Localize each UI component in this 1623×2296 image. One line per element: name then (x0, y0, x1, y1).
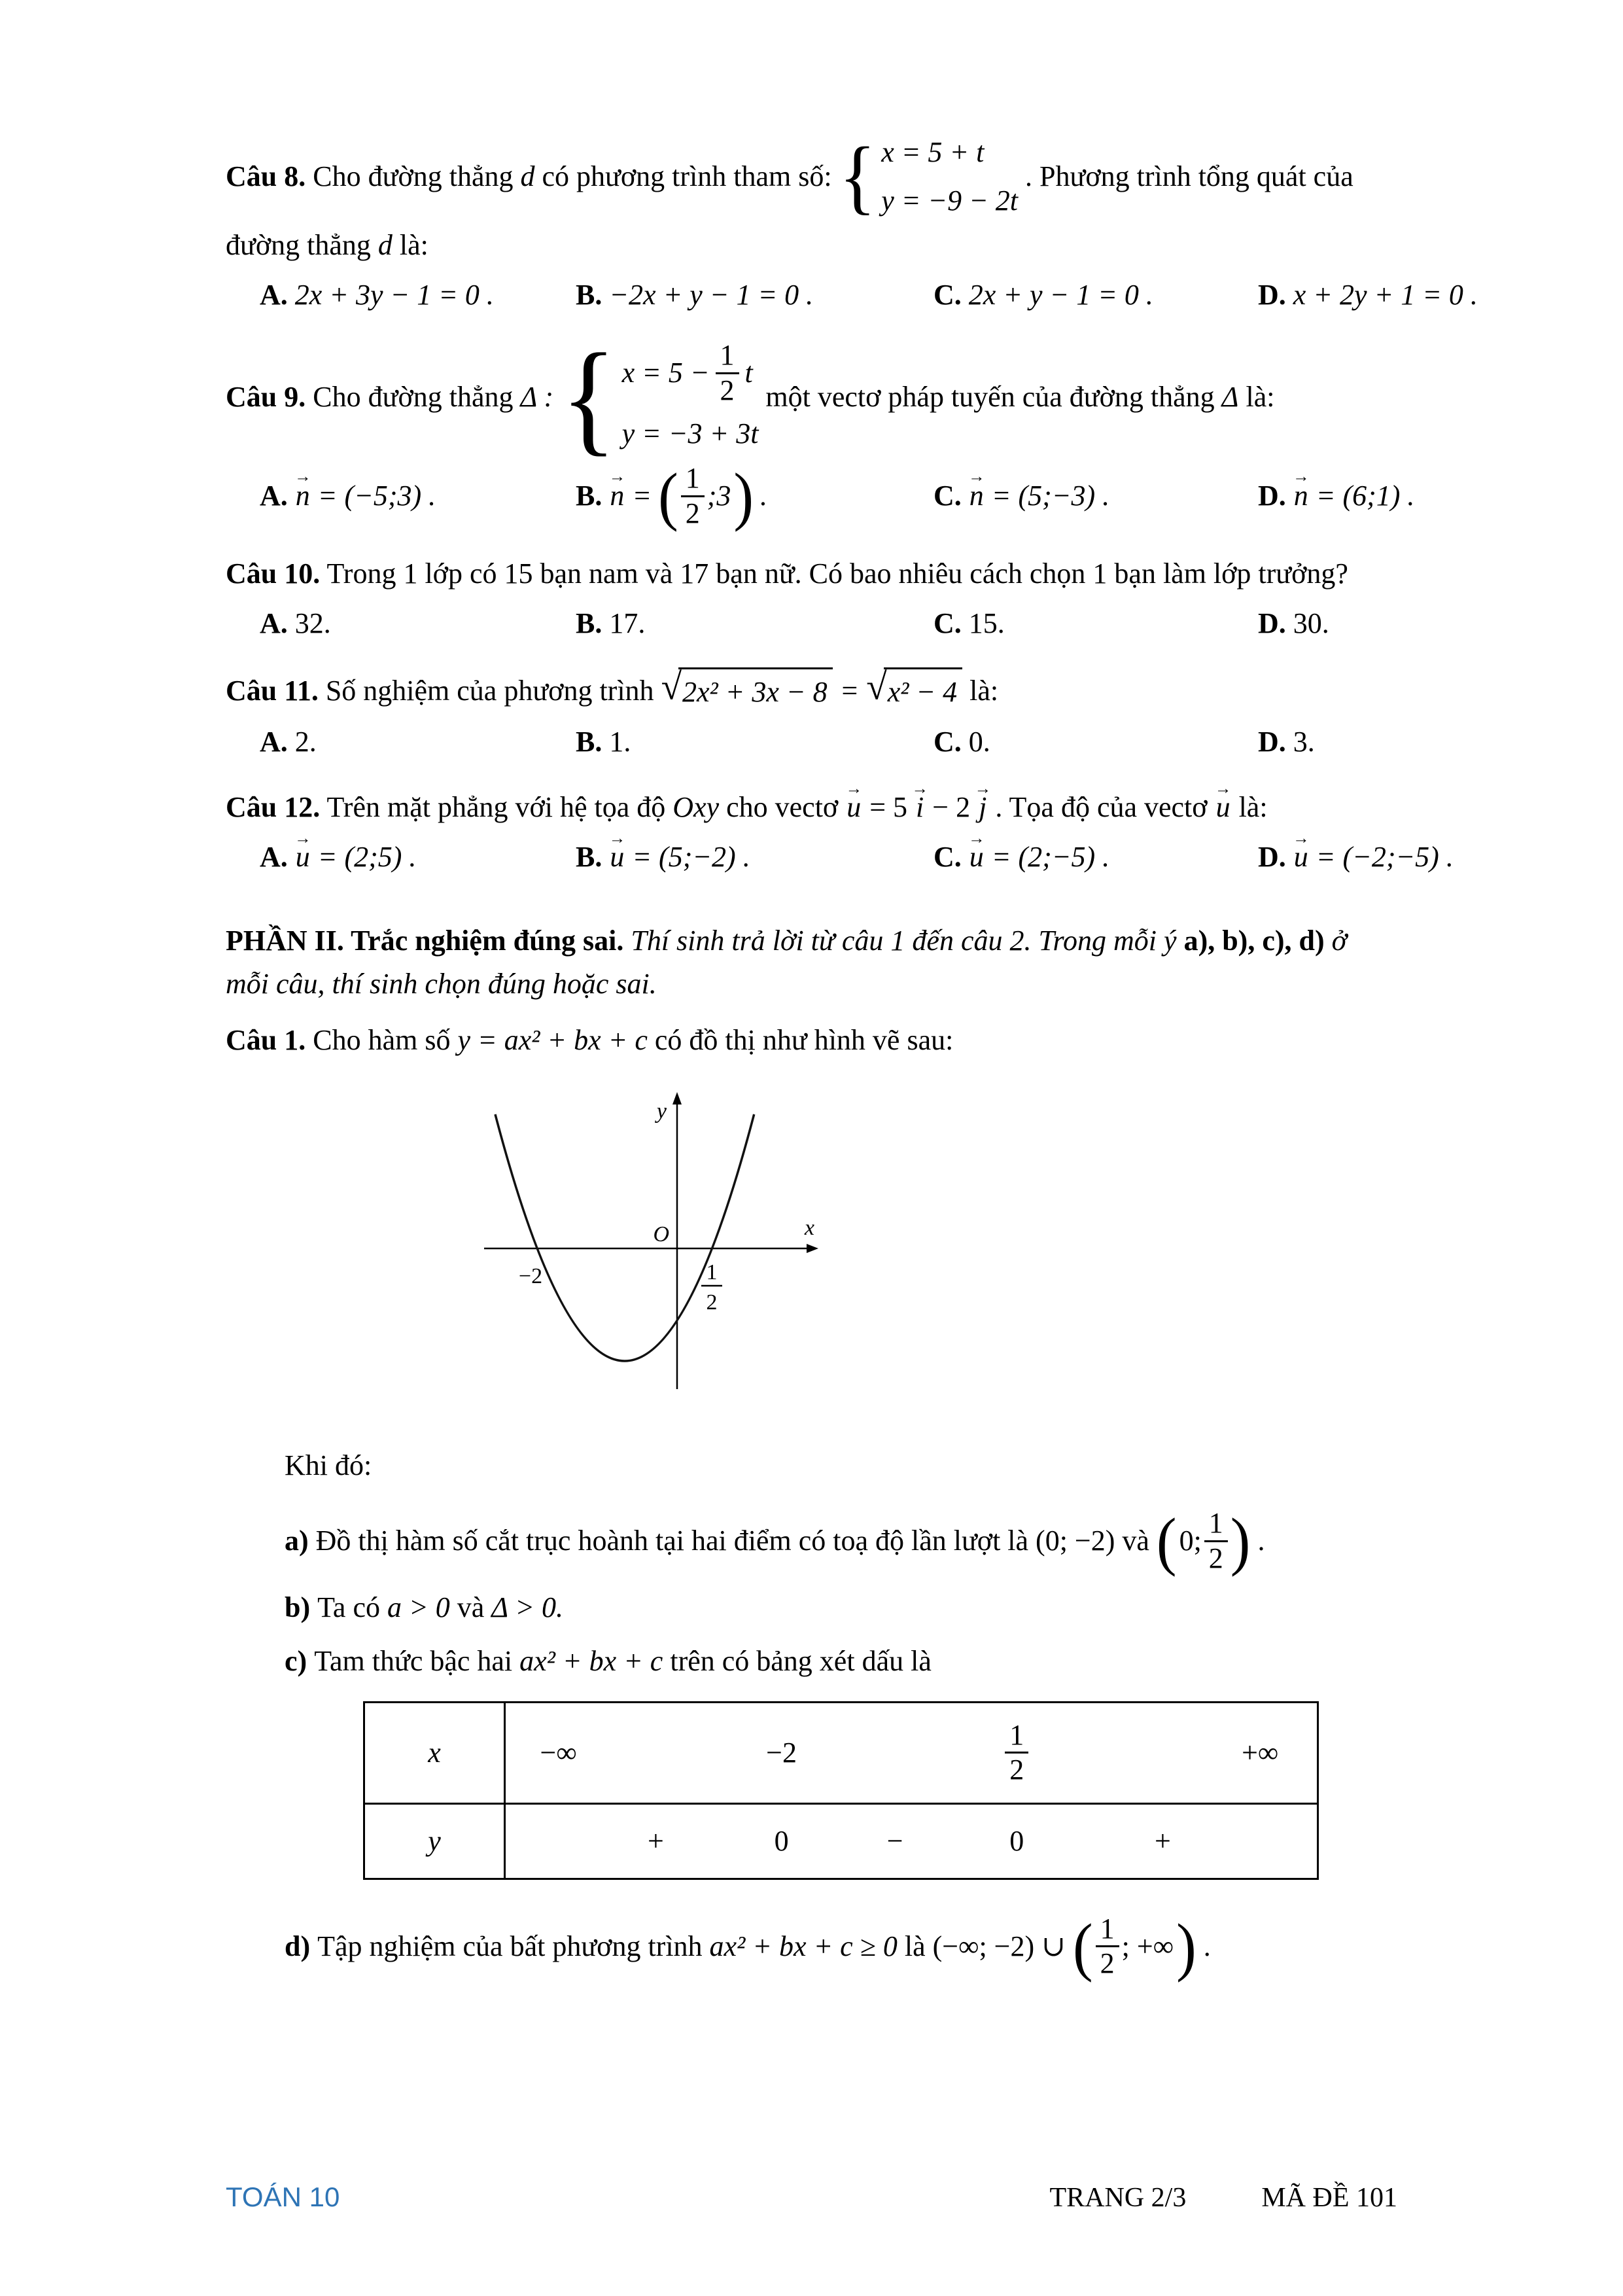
left-paren-icon: ( (1156, 1505, 1177, 1578)
system-equations (618, 339, 759, 455)
right-paren-icon: ) (1230, 1505, 1251, 1578)
stem-text: đường thẳng (226, 229, 371, 261)
option-letter: C. (934, 607, 962, 640)
option-letter: D. (1258, 726, 1286, 758)
vector-j (974, 778, 991, 829)
fraction (1005, 1718, 1028, 1786)
x-root-half (1005, 1718, 1028, 1786)
vector-n (294, 467, 311, 518)
fraction (716, 339, 739, 407)
vector-u (1214, 778, 1232, 829)
x-axis-label: x (804, 1216, 814, 1241)
fraction (681, 462, 705, 530)
vector-arrow-icon: → (968, 467, 985, 486)
option-letter: A. (260, 841, 288, 874)
statement-key: c) (285, 1644, 307, 1677)
stem-math: = 5 (869, 791, 908, 824)
vector-u (608, 828, 626, 879)
vector-arrow-icon: → (1293, 467, 1310, 486)
fraction-denominator: 2 (1009, 1754, 1024, 1786)
khi-do-text: Khi đó: (285, 1449, 372, 1482)
fraction-numerator: 1 (681, 462, 705, 497)
question-10-stem (226, 552, 1397, 595)
fraction-denominator: 2 (720, 374, 735, 406)
equation-system (561, 327, 759, 468)
parabola-curve (495, 1114, 754, 1361)
vector-name: n (295, 480, 310, 512)
statement-a (285, 1505, 1397, 1578)
vector-name: n (610, 480, 625, 512)
option-letter: B. (576, 480, 602, 512)
option-a (260, 602, 576, 645)
vector-arrow-icon: → (1214, 778, 1232, 798)
option-c (934, 720, 1258, 764)
question-9-options (260, 460, 1415, 533)
vector-arrow-icon: → (294, 467, 311, 486)
vector-name: n (969, 480, 984, 512)
option-letter: D. (1258, 841, 1286, 874)
option-d (1258, 602, 1397, 645)
option-letter: A. (260, 726, 288, 758)
option-a (260, 828, 576, 879)
option-value: 15. (968, 607, 1005, 640)
option-letter: C. (934, 726, 962, 758)
vector-arrow-icon: → (845, 778, 862, 798)
question-11-stem (226, 667, 1397, 714)
interval-rest: ; +∞ (1121, 1930, 1174, 1962)
vector-i (911, 778, 928, 829)
question-10 (226, 552, 1397, 645)
equals-sign: = (632, 480, 652, 512)
stem-text: Cho hàm số (313, 1024, 451, 1057)
fraction-denominator: 2 (1100, 1947, 1115, 1980)
x-root-neg2: −2 (766, 1736, 797, 1769)
option-value: 2x + 3y − 1 = 0 . (294, 279, 494, 311)
question-8-stem (226, 131, 1397, 222)
left-paren-icon: ( (658, 460, 678, 533)
question-8-stem-line2 (226, 224, 1397, 267)
fraction-numerator: 1 (716, 339, 739, 374)
right-paren-icon: ) (1176, 1910, 1196, 1983)
question-12-stem (226, 778, 1397, 829)
option-d (1258, 828, 1454, 879)
radicand: x² − 4 (884, 667, 962, 714)
option-value: x + 2y + 1 = 0 . (1293, 279, 1478, 311)
option-value: 2. (294, 726, 317, 758)
option-value: = (5;−2) . (632, 841, 750, 874)
option-value: = (2;−5) . (991, 841, 1110, 874)
paren-group (1073, 1910, 1196, 1983)
sign-plus: + (1154, 1824, 1171, 1857)
statement-text: trên có bảng xét dấu là (670, 1644, 932, 1677)
option-letter: A. (260, 607, 288, 640)
question-label: Câu 12. (226, 791, 321, 824)
part2-title: PHẦN II. Trắc nghiệm đúng sai. (226, 925, 624, 957)
equation-1 (622, 339, 759, 407)
option-b (576, 274, 934, 317)
sign-table (363, 1701, 1319, 1880)
parabola-graph (461, 1088, 828, 1396)
right-paren-icon: ) (733, 460, 754, 533)
stem-text: cho vectơ (726, 791, 839, 824)
statement-math: Δ > 0. (491, 1591, 563, 1623)
vector-name: j (979, 791, 987, 824)
option-value: 17. (609, 607, 646, 640)
sign-zero: 0 (1009, 1824, 1024, 1857)
option-value: 30. (1293, 607, 1329, 640)
question-label: Câu 10. (226, 557, 321, 590)
parabola-figure (461, 1088, 828, 1408)
vector-u (294, 828, 311, 879)
statement-math: ax² + bx + c (519, 1644, 663, 1677)
exam-content (226, 130, 1478, 2003)
fraction (1204, 1507, 1228, 1575)
stem-text: một vectơ pháp tuyến của đường thẳng (765, 381, 1215, 414)
option-c (934, 274, 1258, 317)
vector-arrow-icon: → (608, 828, 626, 847)
fraction-denominator: 2 (685, 497, 700, 529)
x-pos-infinity: +∞ (1242, 1736, 1279, 1769)
fraction (1096, 1913, 1119, 1981)
stem-text: có đồ thị như hình vẽ sau: (654, 1024, 954, 1057)
function-formula: y = ax² + bx + c (457, 1024, 648, 1057)
footer-right-group (1049, 2178, 1397, 2219)
statement-b (285, 1586, 1397, 1629)
vector-u (968, 828, 985, 879)
table-x: x (428, 1736, 441, 1769)
sign-table-y-row (506, 1805, 1317, 1878)
stem-text: là: (969, 674, 999, 707)
vector-arrow-icon: → (911, 778, 928, 798)
option-b (576, 460, 934, 533)
option-letter: A. (260, 480, 288, 512)
option-letter: B. (576, 841, 602, 874)
vector-n (968, 467, 985, 518)
option-b (576, 602, 934, 645)
option-value: = (6;1) . (1316, 480, 1415, 512)
question-12 (226, 778, 1454, 879)
question-label: Câu 8. (226, 160, 306, 192)
part2-question-1 (226, 1019, 1397, 1983)
statement-text: Tập nghiệm của bất phương trình (317, 1930, 703, 1962)
option-letter: B. (576, 726, 602, 758)
equation-1-post: t (744, 357, 753, 389)
delta-symbol: Δ (1221, 381, 1239, 414)
footer-page-number: TRANG 2/3 (1049, 2183, 1187, 2213)
option-b (576, 720, 934, 764)
option-value: = (−5;3) . (317, 480, 436, 512)
option-value: 3. (1293, 726, 1315, 758)
option-value: 0. (968, 726, 990, 758)
paren-group (1156, 1505, 1251, 1578)
vector-n (608, 467, 626, 518)
oxy-plane: Oxy (672, 791, 720, 824)
vector-name: u (1293, 841, 1308, 874)
question-8 (226, 130, 1478, 317)
sign-table-y-header (365, 1805, 506, 1878)
question-12-options (260, 828, 1454, 879)
vector-n (1293, 467, 1310, 518)
question-8-options (260, 274, 1478, 317)
variable-d: d (520, 160, 535, 192)
option-b (576, 828, 934, 879)
option-d (1258, 274, 1478, 317)
period: . (760, 480, 767, 512)
equation-system (839, 131, 1018, 222)
option-value: = (5;−3) . (991, 480, 1110, 512)
vector-arrow-icon: → (968, 828, 985, 847)
root-label-half-den: 2 (706, 1290, 718, 1315)
period: . (1257, 1525, 1265, 1557)
period: . (1203, 1930, 1211, 1962)
option-a (260, 720, 576, 764)
statement-math: ax² + bx + c ≥ 0 (709, 1930, 898, 1962)
left-paren-icon: ( (1073, 1910, 1093, 1983)
statement-text: là (−∞; −2) ∪ (904, 1930, 1066, 1962)
part2-question-1-stem (226, 1019, 1397, 1062)
vector-arrow-icon: → (974, 778, 991, 798)
stem-text: có phương trình tham số: (542, 160, 832, 192)
question-label: Câu 11. (226, 674, 319, 707)
statement-text: Tam thức bậc hai (314, 1644, 513, 1677)
option-value: = (2;5) . (317, 841, 417, 874)
statement-key: b) (285, 1591, 311, 1623)
fraction-numerator: 1 (1005, 1718, 1028, 1754)
x-axis-arrow-icon (807, 1244, 818, 1253)
y-axis-label: y (656, 1099, 667, 1124)
option-d (1258, 467, 1415, 518)
delta-symbol: Δ : (520, 381, 554, 414)
question-11-options (260, 720, 1397, 764)
footer-exam-code: MÃ ĐỀ 101 (1261, 2183, 1397, 2213)
option-letter: D. (1258, 279, 1286, 311)
question-11 (226, 667, 1397, 764)
statement-text: Đồ thị hàm số cắt trục hoành tại hai điểm có toạ độ lần lượt là (0; −2) và (315, 1525, 1149, 1557)
equals-sign: = (839, 674, 860, 707)
stem-text: Cho đường thẳng (313, 160, 514, 192)
variable-d: d (377, 229, 393, 261)
stem-text: Trên mặt phẳng với hệ tọa độ (326, 791, 666, 824)
vector-name: u (295, 841, 310, 874)
x-neg-infinity: −∞ (540, 1736, 577, 1769)
vector-name: n (1293, 480, 1308, 512)
vector-name: u (969, 841, 984, 874)
statement-text: và (457, 1591, 485, 1623)
part2-header (226, 919, 1397, 1006)
footer-subject: TOÁN 10 (226, 2181, 340, 2212)
option-value: −2x + y − 1 = 0 . (609, 279, 814, 311)
option-value: 32. (294, 607, 331, 640)
stem-text: là: (1246, 381, 1275, 414)
fraction-numerator: 1 (1096, 1913, 1119, 1948)
brace-icon: { (561, 327, 617, 468)
y-axis-arrow-icon (672, 1092, 682, 1104)
vector-name: u (846, 791, 862, 824)
option-letter: D. (1258, 607, 1286, 640)
sign-table-x-row (506, 1703, 1317, 1805)
sign-plus: + (647, 1824, 664, 1857)
vector-arrow-icon: → (608, 467, 626, 486)
vector-u (845, 778, 862, 829)
sign-minus: − (886, 1824, 903, 1857)
paren-group (658, 460, 754, 533)
question-label: Câu 9. (226, 381, 306, 414)
statement-c (285, 1640, 1397, 1683)
page-footer (226, 2176, 1397, 2219)
option-letter: D. (1258, 480, 1286, 512)
statement-d (285, 1910, 1397, 1983)
option-letter: C. (934, 480, 962, 512)
part2-items-list: a), b), c), d) (1183, 925, 1325, 957)
stem-text: Số nghiệm của phương trình (325, 674, 654, 707)
option-letter: B. (576, 607, 602, 640)
option-value: 2x + y − 1 = 0 . (968, 279, 1153, 311)
option-a (260, 274, 576, 317)
radical-left (661, 667, 833, 714)
vector-name: u (610, 841, 625, 874)
option-letter: C. (934, 841, 962, 874)
option-value: = (−2;−5) . (1316, 841, 1454, 874)
equation-2: y = −3 + 3t (621, 417, 759, 450)
vector-name: i (916, 791, 924, 824)
question-10-options (260, 602, 1397, 645)
table-y: y (428, 1824, 441, 1857)
question-9-stem (226, 327, 1397, 468)
stem-text: . Tọa độ của vectơ (995, 791, 1208, 824)
option-value: ;3 (707, 480, 731, 512)
stem-text: . Phương trình tổng quát của (1025, 160, 1353, 192)
vector-name: u (1215, 791, 1230, 824)
root-label-neg2: −2 (518, 1264, 543, 1289)
radical-icon: √ (866, 666, 887, 708)
equation-1: x = 5 + t (881, 136, 985, 168)
option-d (1258, 720, 1397, 764)
vector-arrow-icon: → (1293, 828, 1310, 847)
statement-math: a > 0 (387, 1591, 450, 1623)
vector-arrow-icon: → (294, 828, 311, 847)
statement-key: a) (285, 1525, 309, 1557)
stem-text: Trong 1 lớp có 15 bạn nam và 17 bạn nữ. Có bao nhiêu cách chọn 1 bạn làm lớp trưởng? (326, 557, 1348, 590)
statement-text: Ta có (317, 1591, 380, 1623)
sign-zero: 0 (774, 1824, 789, 1857)
part2-instructions: ở mỗi câu, thí sinh chọn đúng hoặc sai. (226, 925, 1348, 1000)
radical-right (866, 667, 962, 714)
root-label-half-num: 1 (706, 1260, 718, 1285)
system-equations (877, 131, 1018, 222)
stem-math: − 2 (932, 791, 971, 824)
option-c (934, 467, 1258, 518)
brace-icon: { (839, 130, 877, 223)
part2-instructions: Thí sinh trả lời từ câu 1 đến câu 2. Trong mỗi ý (631, 925, 1177, 957)
option-letter: B. (576, 279, 602, 311)
radicand: 2x² + 3x − 8 (678, 667, 833, 714)
option-c (934, 602, 1258, 645)
option-c (934, 828, 1258, 879)
vector-u (1293, 828, 1310, 879)
sign-table-x-header (365, 1703, 506, 1805)
option-a (260, 467, 576, 518)
equation-1-pre: x = 5 − (621, 357, 710, 389)
fraction-numerator: 1 (1204, 1507, 1228, 1542)
stem-text: là: (399, 229, 428, 261)
question-label: Câu 1. (226, 1024, 306, 1057)
stem-text: là: (1238, 791, 1268, 824)
radical-icon: √ (661, 666, 682, 708)
equation-2: y = −9 − 2t (881, 185, 1019, 217)
statement-key: d) (285, 1930, 311, 1962)
option-letter: A. (260, 279, 288, 311)
question-9 (226, 327, 1415, 533)
fraction-denominator: 2 (1208, 1542, 1223, 1574)
origin-label: O (653, 1222, 669, 1247)
coordinate-first: 0; (1179, 1525, 1202, 1557)
stem-text: Cho đường thẳng (313, 381, 514, 414)
option-value: 1. (609, 726, 631, 758)
option-letter: C. (934, 279, 962, 311)
